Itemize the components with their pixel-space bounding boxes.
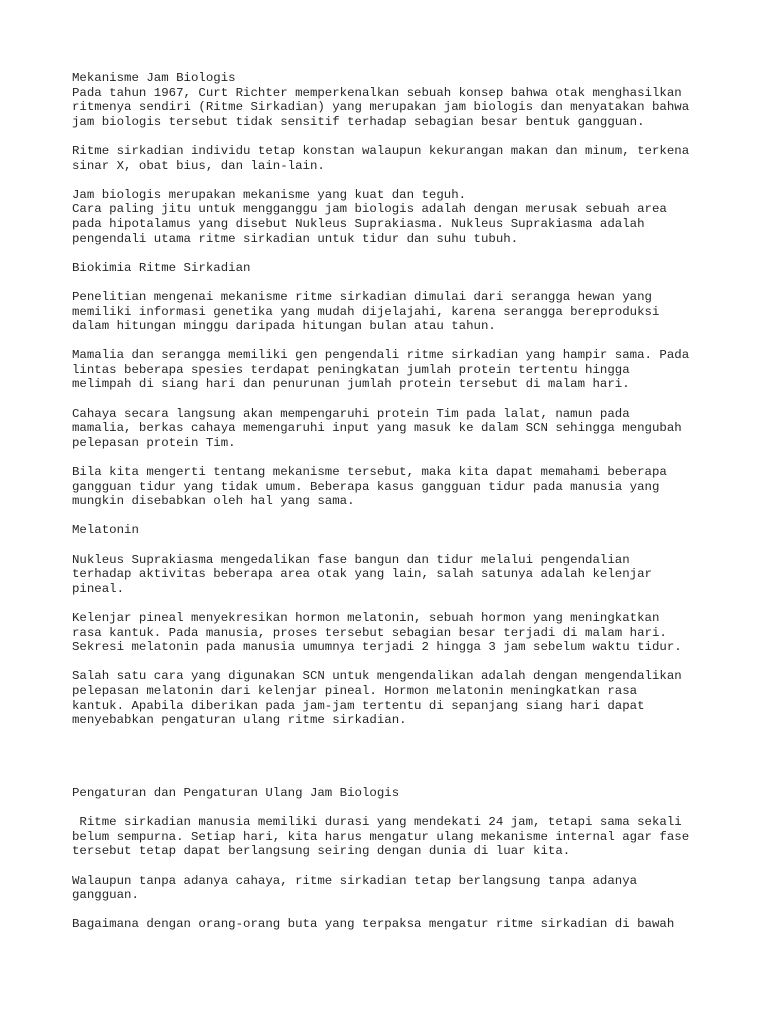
paragraph-line: mamalia, berkas cahaya memengaruhi input yang masuk ke dalam SCN sehingga mengubah (72, 421, 682, 436)
paragraph-gap (72, 173, 712, 188)
paragraph-line: Kelenjar pineal menyekresikan hormon melatonin, sebuah hormon yang meningkatkan (72, 610, 660, 625)
paragraph-line: pelepasan protein Tim. (72, 435, 236, 450)
paragraph-line: ritmenya sendiri (Ritme Sirkadian) yang merupakan jam biologis dan menyatakan bahwa (72, 100, 690, 115)
paragraph-gap (72, 129, 712, 144)
section-heading: Mekanisme Jam Biologis (72, 71, 236, 85)
paragraph-gap (72, 859, 712, 874)
paragraph-line: Sekresi melatonin pada manusia umumnya terjadi 2 hingga 3 jam sebelum waktu tidur. (72, 640, 682, 655)
paragraph-gap (72, 509, 712, 524)
paragraph-line: pineal. (72, 581, 125, 596)
paragraph-line: Nukleus Suprakiasma mengedalikan fase bangun dan tidur melalui pengendalian (72, 552, 630, 567)
paragraph-gap (72, 246, 712, 261)
paragraph-line: Jam biologis merupakan mekanisme yang kuat dan teguh. (72, 187, 467, 202)
paragraph-line: menyebabkan pengaturan ulang ritme sirkadian. (72, 713, 407, 728)
paragraph-gap (72, 655, 712, 670)
paragraph-line: belum sempurna. Setiap hari, kita harus mengatur ulang mekanisme internal agar fase (72, 829, 690, 844)
paragraph-gap (72, 903, 712, 918)
paragraph-line: kantuk. Apabila diberikan pada jam-jam tertentu di sepanjang siang hari dapat (72, 698, 645, 713)
paragraph-line: dalam hitungan minggu daripada hitungan bulan atau tahun. (72, 319, 496, 334)
paragraph-line: Mamalia dan serangga memiliki gen pengendali ritme sirkadian yang hampir sama. Pada (72, 348, 690, 363)
paragraph-line: melimpah di siang hari dan penurunan jumlah protein tersebut di malam hari. (72, 377, 630, 392)
paragraph-line: Salah satu cara yang digunakan SCN untuk mengendalikan adalah dengan mengendalikan (72, 669, 682, 684)
paragraph-gap (72, 392, 712, 407)
paragraph-line: pengendali utama ritme sirkadian untuk tidur dan suhu tubuh. (72, 231, 519, 246)
paragraph-line: Bila kita mengerti tentang mekanisme tersebut, maka kita dapat memahami beberapa (72, 465, 667, 480)
paragraph-gap (72, 538, 712, 553)
paragraph-gap (72, 801, 712, 816)
section-heading: Melatonin (72, 523, 139, 538)
paragraph-line: jam biologis tersebut tidak sensitif terhadap sebagian besar bentuk gangguan. (72, 114, 645, 129)
paragraph-line: Ritme sirkadian individu tetap konstan walaupun kekurangan makan dan minum, terkena (72, 143, 690, 158)
paragraph-gap (72, 596, 712, 611)
paragraph-line: Walaupun tanpa adanya cahaya, ritme sirkadian tetap berlangsung tanpa adanya (72, 873, 638, 888)
paragraph-line: Pada tahun 1967, Curt Richter memperkenalkan sebuah konsep bahwa otak menghasilkan (72, 85, 682, 100)
document-body (72, 71, 712, 932)
paragraph-gap (72, 275, 712, 290)
paragraph-line: Ritme sirkadian manusia memiliki durasi yang mendekati 24 jam, tetapi sama sekali (72, 815, 682, 830)
section-heading: Biokimia Ritme Sirkadian (72, 260, 251, 275)
paragraph-line: Bagaimana dengan orang-orang buta yang terpaksa mengatur ritme sirkadian di bawah (72, 917, 675, 932)
paragraph-line: Cara paling jitu untuk mengganggu jam biologis adalah dengan merusak sebuah area (72, 202, 667, 217)
paragraph-line: pelepasan melatonin dari kelenjar pineal. Hormon melatonin meningkatkan rasa (72, 683, 638, 698)
paragraph-line: sinar X, obat bius, dan lain-lain. (72, 158, 325, 173)
paragraph-line: memiliki informasi genetika yang mudah dijelajahi, karena serangga bereproduksi (72, 304, 660, 319)
paragraph-line: tersebut tetap dapat berlangsung seiring dengan dunia di luar kita. (72, 844, 571, 859)
paragraph-line: lintas beberapa spesies terdapat peningkatan jumlah protein tertentu hingga (72, 362, 630, 377)
paragraph-line: gangguan. (72, 888, 139, 903)
paragraph-line: pada hipotalamus yang disebut Nukleus Suprakiasma. Nukleus Suprakiasma adalah (72, 216, 645, 231)
paragraph-line: gangguan tidur yang tidak umum. Beberapa kasus gangguan tidur pada manusia yang (72, 479, 660, 494)
section-gap (72, 728, 712, 786)
paragraph-line: Cahaya secara langsung akan mempengaruhi protein Tim pada lalat, namun pada (72, 406, 630, 421)
paragraph-line: mungkin disebabkan oleh hal yang sama. (72, 494, 355, 509)
paragraph-line: Penelitian mengenai mekanisme ritme sirkadian dimulai dari serangga hewan yang (72, 289, 652, 304)
paragraph-line: rasa kantuk. Pada manusia, proses tersebut sebagian besar terjadi di malam hari. (72, 625, 667, 640)
section-heading: Pengaturan dan Pengaturan Ulang Jam Biologis (72, 786, 400, 801)
paragraph-gap (72, 334, 712, 349)
paragraph-gap (72, 450, 712, 465)
paragraph-line: terhadap aktivitas beberapa area otak yang lain, salah satunya adalah kelenjar (72, 567, 652, 582)
